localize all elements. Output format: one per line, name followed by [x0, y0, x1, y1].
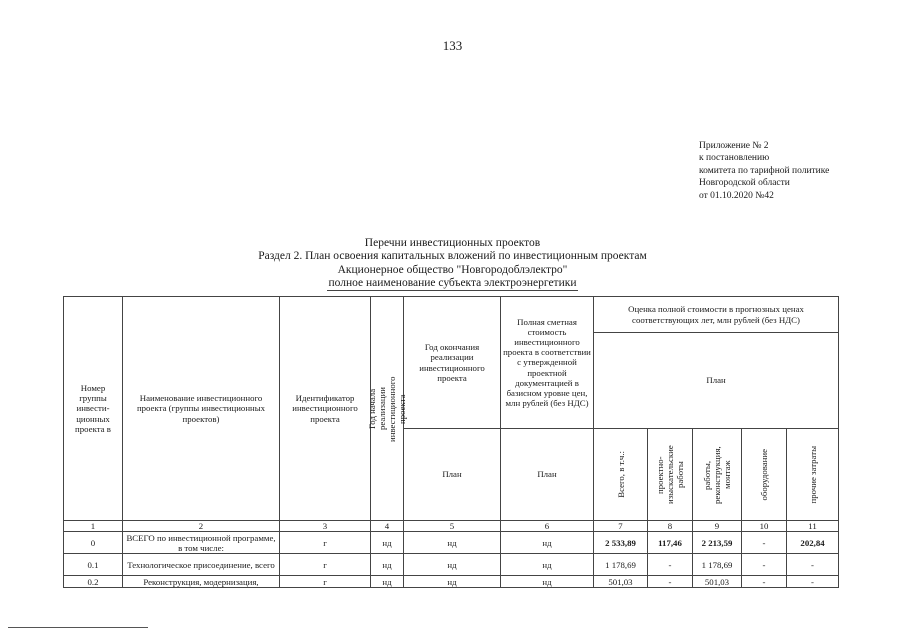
row-number: 0.1 — [64, 554, 123, 576]
header-forecast: Оценка полной стоимости в прогнозных ценах соответствующих лет, млн рублей (без НДС) — [594, 297, 839, 333]
column-number: 10 — [742, 521, 787, 532]
row-identifier: г — [280, 554, 371, 576]
column-number: 4 — [371, 521, 404, 532]
title-subject-caption: полное наименование субъекта электроэнергетики — [327, 277, 579, 291]
row-name: Реконструкция, модернизация, — [123, 576, 280, 588]
header-other: прочие затраты — [807, 445, 818, 504]
investment-table — [63, 296, 839, 588]
row-full-cost: нд — [501, 554, 594, 576]
column-number: 3 — [280, 521, 371, 532]
column-number: 11 — [787, 521, 839, 532]
row-equipment: - — [742, 576, 787, 588]
row-reconstruction: 1 178,69 — [693, 554, 742, 576]
appendix-line: Новгородской области — [699, 178, 790, 189]
header-design: проектно-изыскательские работы — [655, 445, 685, 504]
row-identifier: г — [280, 576, 371, 588]
header-group-number: Номер группы инвести-ционных проекта в — [64, 297, 123, 521]
appendix-line: комитета по тарифной политике — [699, 165, 830, 176]
page-number: 133 — [442, 38, 463, 53]
row-other: 202,84 — [787, 532, 839, 554]
row-number: 0.2 — [64, 576, 123, 588]
column-number: 1 — [64, 521, 123, 532]
row-number: 0 — [64, 532, 123, 554]
header-design-cell — [648, 429, 693, 521]
row-full-cost: нд — [501, 532, 594, 554]
header-identifier: Идентификатор инвестиционного проекта — [280, 297, 371, 521]
row-identifier: г — [280, 532, 371, 554]
row-equipment: - — [742, 554, 787, 576]
table-row — [64, 532, 839, 554]
header-equipment: оборудование — [759, 448, 769, 501]
column-number: 9 — [693, 521, 742, 532]
row-other: - — [787, 576, 839, 588]
row-end-year: нд — [404, 576, 501, 588]
header-total-cell — [594, 429, 648, 521]
row-design: 117,46 — [648, 532, 693, 554]
row-end-year: нд — [404, 532, 501, 554]
column-number: 8 — [648, 521, 693, 532]
row-design: - — [648, 576, 693, 588]
header-start-year-cell — [367, 297, 407, 521]
header-project-name: Наименование инвестиционного проекта (группы инвестиционных проектов) — [123, 297, 280, 521]
header-full-cost: Полная сметная стоимость инвестиционного проекта в соответствии с утвержденной проектной документацией в базисном уровне цен, млн рублей (без НДС) — [501, 297, 594, 429]
row-reconstruction: 2 213,59 — [693, 532, 742, 554]
row-name: Технологическое присоединение, всего — [123, 554, 280, 576]
row-end-year: нд — [404, 554, 501, 576]
column-number: 6 — [501, 521, 594, 532]
header-recon-cell — [693, 429, 742, 521]
footnote-rule — [8, 627, 148, 628]
row-equipment: - — [742, 532, 787, 554]
row-total: 1 178,69 — [594, 554, 648, 576]
row-full-cost: нд — [501, 576, 594, 588]
title-section: Раздел 2. План освоения капитальных вложений по инвестиционным проектам — [258, 250, 647, 263]
table-row — [64, 554, 839, 576]
header-start-year: Год начала реализации инвестиционного проекта — [367, 375, 407, 442]
appendix-line: от 01.10.2020 №42 — [699, 190, 774, 201]
header-end-year: Год окончания реализации инвестиционного проекта — [404, 297, 501, 429]
column-number: 2 — [123, 521, 280, 532]
row-total: 2 533,89 — [594, 532, 648, 554]
row-total: 501,03 — [594, 576, 648, 588]
document-titles — [0, 237, 905, 291]
header-plan: План — [594, 333, 839, 429]
column-number: 7 — [594, 521, 648, 532]
header-plan-full-cost: План — [501, 429, 594, 521]
row-design: - — [648, 554, 693, 576]
column-number-row — [64, 521, 839, 532]
header-equipment-cell — [742, 429, 787, 521]
header-total: Всего, в т.ч.: — [615, 451, 626, 498]
appendix-note — [699, 140, 829, 202]
table-row — [64, 576, 839, 588]
row-start-year: нд — [371, 576, 404, 588]
row-start-year: нд — [371, 532, 404, 554]
header-plan-end-year: План — [404, 429, 501, 521]
row-name: ВСЕГО по инвестиционной программе, в том числе: — [123, 532, 280, 554]
column-number: 5 — [404, 521, 501, 532]
title-list: Перечни инвестиционных проектов — [364, 237, 541, 249]
row-other: - — [787, 554, 839, 576]
title-company: Акционерное общество "Новгородоблэлектро" — [337, 263, 568, 276]
header-other-cell — [787, 429, 839, 521]
appendix-line: к постановлению — [699, 153, 770, 164]
header-reconstruction: работы, реконструкция, монтаж — [702, 445, 732, 504]
row-start-year: нд — [371, 554, 404, 576]
row-reconstruction: 501,03 — [693, 576, 742, 588]
appendix-line: Приложение № 2 — [699, 141, 769, 151]
